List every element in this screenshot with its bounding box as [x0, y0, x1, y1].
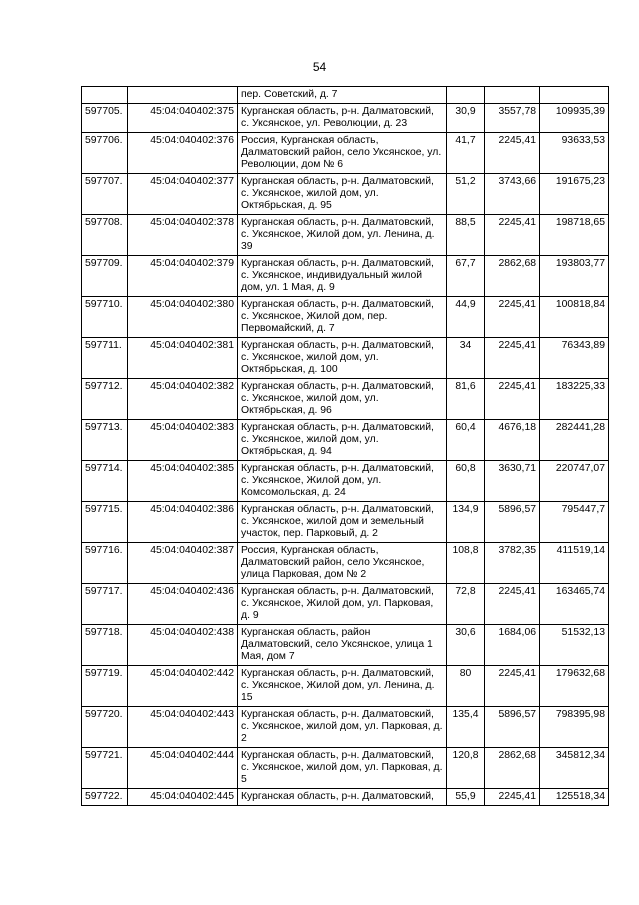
- cadastral-number-cell: 45:04:040402:381: [128, 338, 238, 379]
- address-cell: Курганская область, р-н. Далматовский, с. Уксянское, жилой дом, ул. Октябрьская, д. 94: [238, 420, 447, 461]
- property-table: [81, 86, 609, 806]
- table-row: [82, 707, 609, 748]
- area-cell: 30,9: [447, 104, 485, 133]
- cadastral-number-cell: 45:04:040402:383: [128, 420, 238, 461]
- table-row: [82, 748, 609, 789]
- table-row: [82, 420, 609, 461]
- cadastral-cost-cell: 795447,7: [540, 502, 609, 543]
- row-number-cell: 597713.: [82, 420, 128, 461]
- row-number-cell: 597722.: [82, 789, 128, 806]
- cadastral-cost-cell: 411519,14: [540, 543, 609, 584]
- table-row: [82, 543, 609, 584]
- table-row: [82, 87, 609, 104]
- cadastral-cost-cell: 100818,84: [540, 297, 609, 338]
- area-cell: 72,8: [447, 584, 485, 625]
- area-cell: 34: [447, 338, 485, 379]
- address-cell: Курганская область, р-н. Далматовский, с. Уксянское, Жилой дом, ул. Ленина, д. 39: [238, 215, 447, 256]
- cadastral-cost-cell: 183225,33: [540, 379, 609, 420]
- address-cell: Курганская область, р-н. Далматовский, с. Уксянское, ул. Революции, д. 23: [238, 104, 447, 133]
- table-row: [82, 461, 609, 502]
- property-table-body: [82, 87, 609, 806]
- address-cell: Курганская область, р-н. Далматовский, с. Уксянское, Жилой дом, ул. Ленина, д. 15: [238, 666, 447, 707]
- address-cell: Курганская область, р-н. Далматовский, с. Уксянское, Жилой дом, пер. Первомайский, д. 7: [238, 297, 447, 338]
- unit-price-cell: 3743,66: [485, 174, 540, 215]
- cadastral-number-cell: 45:04:040402:442: [128, 666, 238, 707]
- address-cell: Курганская область, р-н. Далматовский, с. Уксянское, жилой дом, ул. Парковая, д. 5: [238, 748, 447, 789]
- cadastral-number-cell: 45:04:040402:438: [128, 625, 238, 666]
- unit-price-cell: 2245,41: [485, 133, 540, 174]
- table-row: [82, 502, 609, 543]
- unit-price-cell: 3782,35: [485, 543, 540, 584]
- cadastral-cost-cell: 93633,53: [540, 133, 609, 174]
- unit-price-cell: 1684,06: [485, 625, 540, 666]
- row-number-cell: 597715.: [82, 502, 128, 543]
- table-row: [82, 379, 609, 420]
- unit-price-cell: 2245,41: [485, 666, 540, 707]
- cadastral-number-cell: 45:04:040402:380: [128, 297, 238, 338]
- cadastral-cost-cell: 193803,77: [540, 256, 609, 297]
- address-cell: Курганская область, р-н. Далматовский, с. Уксянское, Жилой дом, ул. Комсомольская, д. 24: [238, 461, 447, 502]
- table-row: [82, 338, 609, 379]
- cadastral-number-cell: 45:04:040402:386: [128, 502, 238, 543]
- address-cell: Курганская область, р-н. Далматовский, с. Уксянское, Жилой дом, ул. Парковая, д. 9: [238, 584, 447, 625]
- unit-price-cell: 2245,41: [485, 338, 540, 379]
- address-cell: Курганская область, р-н. Далматовский, с. Уксянское, жилой дом, ул. Октябрьская, д. 96: [238, 379, 447, 420]
- cadastral-number-cell: 45:04:040402:379: [128, 256, 238, 297]
- row-number-cell: 597706.: [82, 133, 128, 174]
- area-cell: 67,7: [447, 256, 485, 297]
- row-number-cell: 597714.: [82, 461, 128, 502]
- area-cell: 30,6: [447, 625, 485, 666]
- table-row: [82, 297, 609, 338]
- address-cell: Курганская область, район Далматовский, село Уксянское, улица 1 Мая, дом 7: [238, 625, 447, 666]
- table-row: [82, 584, 609, 625]
- table-row: [82, 666, 609, 707]
- cadastral-cost-cell: 191675,23: [540, 174, 609, 215]
- row-number-cell: 597720.: [82, 707, 128, 748]
- page-number: 54: [312, 60, 327, 74]
- row-number-cell: [82, 87, 128, 104]
- table-row: [82, 133, 609, 174]
- table-row: [82, 789, 609, 806]
- area-cell: 60,8: [447, 461, 485, 502]
- unit-price-cell: 2245,41: [485, 215, 540, 256]
- row-number-cell: 597716.: [82, 543, 128, 584]
- unit-price-cell: 2245,41: [485, 584, 540, 625]
- row-number-cell: 597708.: [82, 215, 128, 256]
- unit-price-cell: 4676,18: [485, 420, 540, 461]
- row-number-cell: 597718.: [82, 625, 128, 666]
- area-cell: 81,6: [447, 379, 485, 420]
- cadastral-cost-cell: 179632,68: [540, 666, 609, 707]
- cadastral-cost-cell: 198718,65: [540, 215, 609, 256]
- table-row: [82, 104, 609, 133]
- unit-price-cell: 2862,68: [485, 256, 540, 297]
- unit-price-cell: 5896,57: [485, 707, 540, 748]
- address-cell: Курганская область, р-н. Далматовский, с. Уксянское, жилой дом, ул. Парковая, д. 2: [238, 707, 447, 748]
- area-cell: 51,2: [447, 174, 485, 215]
- address-cell: Курганская область, р-н. Далматовский,: [238, 789, 447, 806]
- cadastral-cost-cell: 51532,13: [540, 625, 609, 666]
- cadastral-number-cell: 45:04:040402:375: [128, 104, 238, 133]
- cadastral-number-cell: 45:04:040402:443: [128, 707, 238, 748]
- address-cell: пер. Советский, д. 7: [238, 87, 447, 104]
- row-number-cell: 597707.: [82, 174, 128, 215]
- unit-price-cell: 5896,57: [485, 502, 540, 543]
- row-number-cell: 597712.: [82, 379, 128, 420]
- row-number-cell: 597719.: [82, 666, 128, 707]
- unit-price-cell: 3630,71: [485, 461, 540, 502]
- unit-price-cell: 2862,68: [485, 748, 540, 789]
- table-row: [82, 256, 609, 297]
- address-cell: Курганская область, р-н. Далматовский, с. Уксянское, жилой дом и земельный участок, пер. Парковый, д. 2: [238, 502, 447, 543]
- cadastral-cost-cell: 798395,98: [540, 707, 609, 748]
- cadastral-cost-cell: [540, 87, 609, 104]
- address-cell: Россия, Курганская область, Далматовский район, село Уксянское, ул. Революции, дом № 6: [238, 133, 447, 174]
- area-cell: [447, 87, 485, 104]
- cadastral-cost-cell: 282441,28: [540, 420, 609, 461]
- cadastral-cost-cell: 345812,34: [540, 748, 609, 789]
- cadastral-number-cell: 45:04:040402:445: [128, 789, 238, 806]
- row-number-cell: 597710.: [82, 297, 128, 338]
- area-cell: 60,4: [447, 420, 485, 461]
- row-number-cell: 597711.: [82, 338, 128, 379]
- row-number-cell: 597705.: [82, 104, 128, 133]
- area-cell: 44,9: [447, 297, 485, 338]
- address-cell: Курганская область, р-н. Далматовский, с. Уксянское, индивидуальный жилой дом, ул. 1 Мая, д. 9: [238, 256, 447, 297]
- cadastral-number-cell: 45:04:040402:377: [128, 174, 238, 215]
- address-cell: Курганская область, р-н. Далматовский, с. Уксянское, жилой дом, ул. Октябрьская, д. 95: [238, 174, 447, 215]
- cadastral-cost-cell: 76343,89: [540, 338, 609, 379]
- unit-price-cell: [485, 87, 540, 104]
- area-cell: 135,4: [447, 707, 485, 748]
- cadastral-number-cell: 45:04:040402:385: [128, 461, 238, 502]
- area-cell: 55,9: [447, 789, 485, 806]
- cadastral-number-cell: 45:04:040402:376: [128, 133, 238, 174]
- row-number-cell: 597721.: [82, 748, 128, 789]
- cadastral-number-cell: 45:04:040402:382: [128, 379, 238, 420]
- cadastral-cost-cell: 125518,34: [540, 789, 609, 806]
- cadastral-cost-cell: 109935,39: [540, 104, 609, 133]
- cadastral-number-cell: 45:04:040402:436: [128, 584, 238, 625]
- row-number-cell: 597717.: [82, 584, 128, 625]
- table-row: [82, 625, 609, 666]
- unit-price-cell: 3557,78: [485, 104, 540, 133]
- cadastral-number-cell: 45:04:040402:387: [128, 543, 238, 584]
- area-cell: 108,8: [447, 543, 485, 584]
- cadastral-number-cell: 45:04:040402:378: [128, 215, 238, 256]
- table-row: [82, 215, 609, 256]
- address-cell: Россия, Курганская область, Далматовский район, село Уксянское, улица Парковая, дом № 2: [238, 543, 447, 584]
- area-cell: 120,8: [447, 748, 485, 789]
- table-row: [82, 174, 609, 215]
- area-cell: 88,5: [447, 215, 485, 256]
- cadastral-number-cell: [128, 87, 238, 104]
- row-number-cell: 597709.: [82, 256, 128, 297]
- cadastral-cost-cell: 163465,74: [540, 584, 609, 625]
- unit-price-cell: 2245,41: [485, 789, 540, 806]
- area-cell: 134,9: [447, 502, 485, 543]
- cadastral-number-cell: 45:04:040402:444: [128, 748, 238, 789]
- address-cell: Курганская область, р-н. Далматовский, с. Уксянское, жилой дом, ул. Октябрьская, д. 100: [238, 338, 447, 379]
- unit-price-cell: 2245,41: [485, 379, 540, 420]
- cadastral-cost-cell: 220747,07: [540, 461, 609, 502]
- area-cell: 80: [447, 666, 485, 707]
- unit-price-cell: 2245,41: [485, 297, 540, 338]
- area-cell: 41,7: [447, 133, 485, 174]
